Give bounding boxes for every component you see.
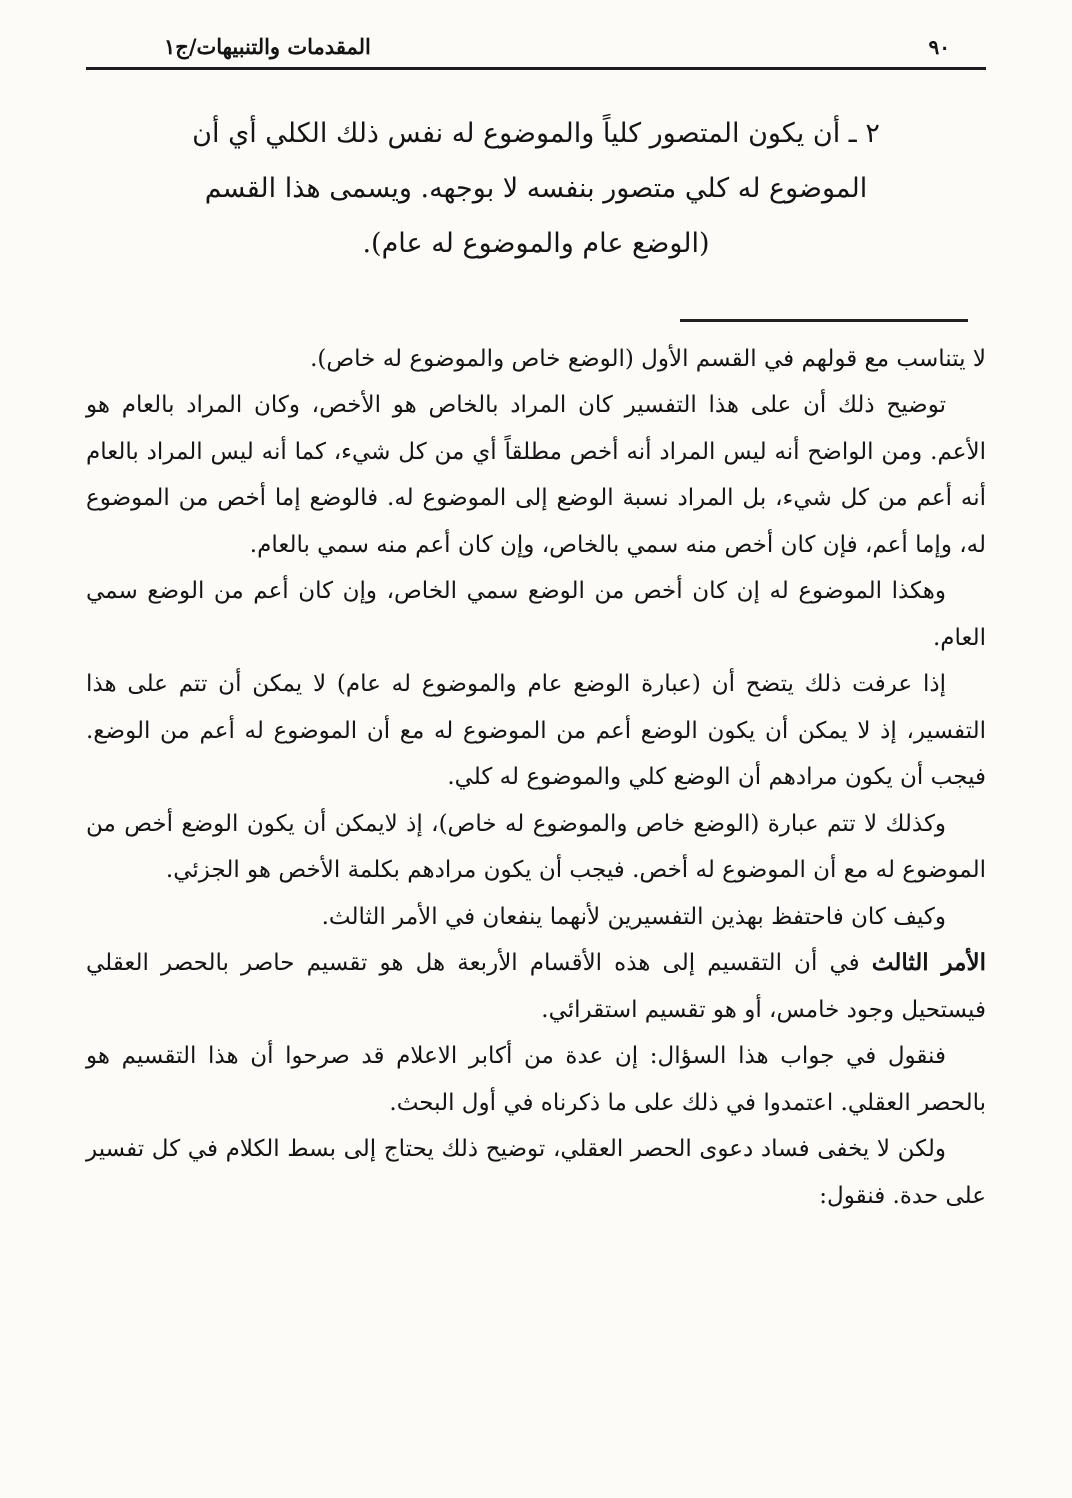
footnote-paragraph: ولكن لا يخفى فساد دعوى الحصر العقلي، توضيح ذلك يحتاج إلى بسط الكلام في كل تفسير على حدة. فنقول: [86, 1136, 986, 1209]
book-title: المقدمات والتنبيهات/ج١ [164, 34, 371, 59]
main-text-line: الموضوع له كلي متصور بنفسه لا بوجهه. ويسمى هذا القسم [204, 173, 868, 204]
main-text-line: (الوضع عام والموضوع له عام). [362, 228, 710, 259]
page-header [86, 34, 986, 65]
main-text-line: ٢ ـ أن يكون المتصور كلياً والموضوع له نفس ذلك الكلي أي أن [192, 118, 880, 149]
footnote-paragraph: وكذلك لا تتم عبارة (الوضع خاص والموضوع له خاص)، إذ لايمكن أن يكون الوضع أخص من الموضوع له مع أن الموضوع له أخص. فيجب أن يكون مرادهم بكلمة الأخص هو الجزئي. [86, 810, 986, 883]
footnote-paragraph: فنقول في جواب هذا السؤال: إن عدة من أكابر الاعلام قد صرحوا أن هذا التقسيم هو بالحصر العقلي. اعتمدوا في ذلك على ما ذكرناه في أول البحث. [86, 1043, 986, 1116]
footnote-paragraph: إذا عرفت ذلك يتضح أن (عبارة الوضع عام والموضوع له عام) لا يمكن أن تتم على هذا التفسير، إذ لا يمكن أن يكون الوضع أعم من الموضوع له مع أن الموضوع له أعم من الوضع. فيجب أن يكون مرادهم أن الوضع كلي والموضوع له كلي. [86, 671, 986, 790]
main-text-block [86, 106, 986, 271]
footnote-separator-rule [680, 319, 968, 322]
header-rule [86, 67, 986, 70]
page-number: ٩٠ [928, 35, 950, 59]
footnote-lead-bold: الأمر الثالث [871, 949, 986, 976]
footnote-paragraph: الأمر الثالث في أن التقسيم إلى هذه الأقسام الأربعة هل هو تقسيم حاصر بالحصر العقلي فيستحيل وجود خامس، أو هو تقسيم استقرائي. [86, 949, 986, 1023]
footnotes-section [86, 336, 986, 1220]
footnote-paragraph: وهكذا الموضوع له إن كان أخص من الوضع سمي الخاص، وإن كان أعم من الوضع سمي العام. [86, 578, 986, 651]
footnote-paragraph: توضيح ذلك أن على هذا التفسير كان المراد بالخاص هو الأخص، وكان المراد بالعام هو الأعم. ومن الواضح أنه ليس المراد أنه أخص مطلقاً أي من كل شيء، كما أنه ليس المراد بالعام أنه أعم من كل شيء، بل المراد نسبة الوضع إلى الموضوع له. فالوضع إما أخص من الموضوع له، وإما أعم، فإن كان أخص منه سمي بالخاص، وإن كان أعم منه سمي بالعام. [86, 392, 986, 558]
footnote-paragraph: لا يتناسب مع قولهم في القسم الأول (الوضع خاص والموضوع له خاص). [310, 345, 986, 372]
footnote-paragraph: وكيف كان فاحتفظ بهذين التفسيرين لأنهما ينفعان في الأمر الثالث. [321, 903, 946, 930]
